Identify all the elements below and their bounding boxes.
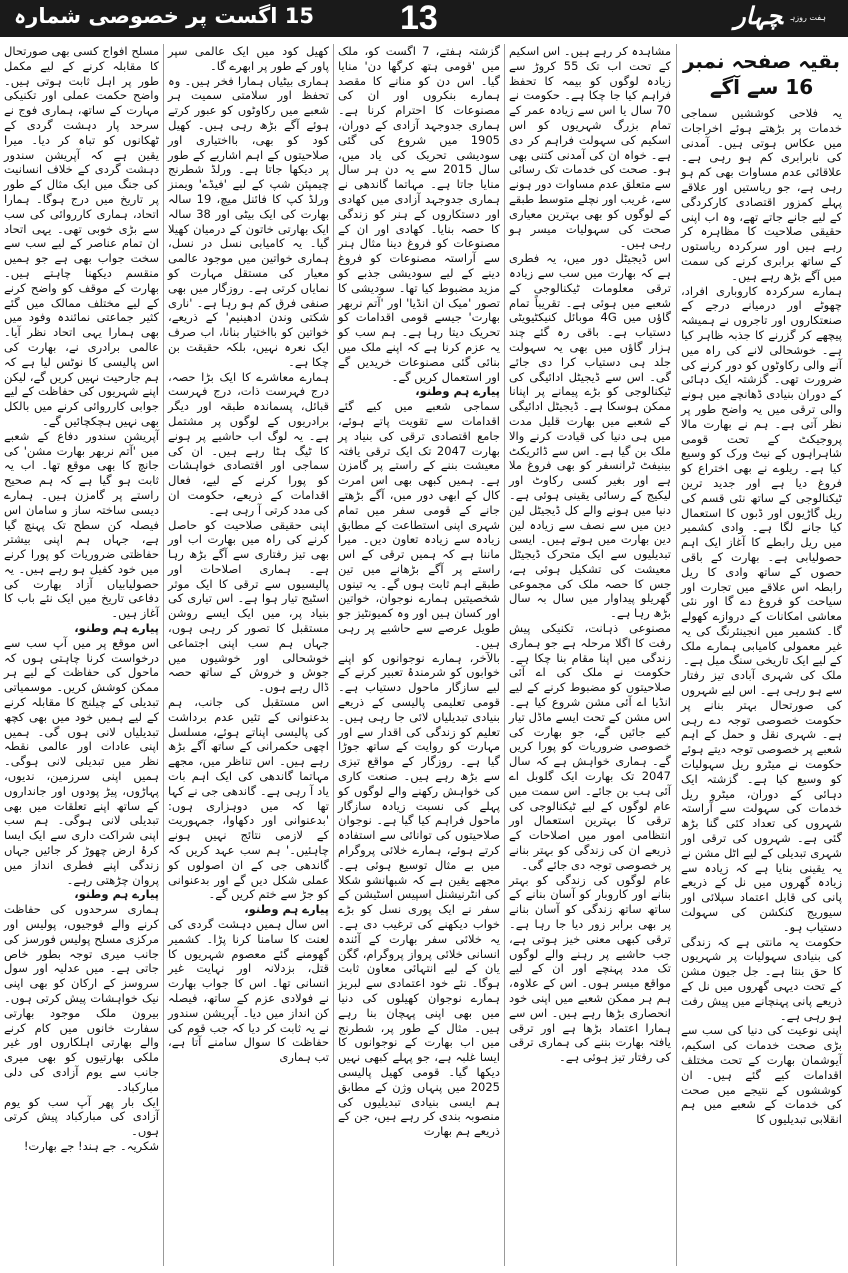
column-divider xyxy=(676,44,677,1266)
newspaper-logo xyxy=(734,2,826,30)
paragraph: ہماری سرحدوں کی حفاظت کرنے والے فوجیوں، پولیس اور مرکزی مسلح پولیس فورسز کی جانب میری توجہ بطور خاص جاتی ہے۔ میں عدلیہ اور سول سروسز کے ارکان کو بھی اپنی نیک خواہشات پیش کرتی ہوں۔ بیرون ملک موجود بھارتی سفارت خانوں میں کام کرنے والے بھارتی اہلکاروں اور غیر ملکی بھارتیوں کو بھی میری جانب سے یوم آزادی کی دلی مبارکباد۔ xyxy=(4,902,159,1094)
paragraph: ملک کی شہری آبادی تیز رفتار سے ہو رہی ہے۔ اس لیے شہروں کی صورتحال بہتر بنانے پر حکومت خصوصی توجہ دے رہی ہے۔ شہری نقل و حمل کے اہم شعبے پر خصوصی توجہ دیتے ہوئے حکومت نے میٹرو ریل سہولیات کو وسیع کیا ہے۔ گزشتہ ایک دہائی کے دوران، میٹرو ریل خدمات کی سہولت سے آراستہ شہروں کی تعداد کئی گنا بڑھ گئی ہے۔ شہروں کی ترقی اور شہری تبدیلی کے لیے اٹل مشن نے یہ یقینی بنایا ہے کہ زیادہ سے زیادہ گھروں میں نل کے ذریعے پانی کی قابل اعتماد سپلائی اور سیوریج کنکشن کی سہولت دستیاب ہو۔ xyxy=(681,668,842,934)
paragraph: اپنی حقیقی صلاحیت کو حاصل کرنے کی راہ میں بھارت اب اور بھی تیز رفتاری سے آگے بڑھ رہا ہے۔ ہماری اصلاحات اور پالیسیوں سے ترقی کا ایک موثر اسٹیج تیار ہوا ہے۔ اس تیاری کی بنیاد پر، میں ایک ایسے روشن مستقبل کا تصور کر رہی ہوں، جہاں ہم سب اپنی اجتماعی خوشحالی اور خوشیوں میں جوش و خروش کے ساتھ حصہ ڈال رہے ہوں۔ xyxy=(168,517,329,695)
article-column-3 xyxy=(338,44,500,1139)
paragraph: مسلح افواج کسی بھی صورتحال کا مقابلہ کرنے کے لیے مکمل طور پر اہل ثابت ہوتی ہیں۔ واضح حکمت عملی اور تکنیکی مہارت کے ساتھ، ہماری فوج نے سرحد پار دہشت گردی کے ٹھکانوں کو تباہ کر دیا۔ میرا یقین ہے کہ آپریشن سندور دہشت گردی کے خلاف انسانیت کی جنگ میں ایک مثال کے طور پر تاریخ میں درج ہوگا۔ ہمارا اتحاد، ہماری کارروائی کی سب سے بڑی خوبی تھی۔ یہی اتحاد ان تمام عناصر کے لیے سب سے سخت جواب بھی ہے جو ہمیں منقسم دیکھنا چاہتے ہیں۔ بھارت کے موقف کو واضح کرنے کے لیے مختلف ممالک میں گئے کثیر جماعتی نمائندہ وفود میں بھی ہمارا یہی اتحاد نظر آیا۔ عالمی برادری نے، بھارت کی اس پالیسی کا نوٹس لیا ہے کہ ہم جارحیت نہیں کریں گے، لیکن اپنے شہریوں کی حفاظت کے لیے جوابی کارروائی کرنے میں بالکل بھی نہیں ہچکچائیں گے۔ xyxy=(4,44,159,428)
salutation: پیارے ہم وطنو، xyxy=(74,621,159,636)
column-divider xyxy=(504,44,505,1266)
paragraph: آپریشن سندور دفاع کے شعبے میں 'آتم نربھر بھارت مشن' کی جانچ کا بھی موقع تھا۔ اب یہ ثابت ہو گیا ہے کہ ہم صحیح راستے پر گامزن ہیں۔ ہمارے دیسی ساختہ ساز و سامان اس فیصلہ کن سطح تک پہنچ گیا ہے، جہاں ہم اپنی بیشتر حفاظتی ضروریات کو پورا کرنے میں خود کفیل ہو رہے ہیں۔ یہ حصولیابیاں آزاد بھارت کی دفاعی تاریخ میں ایک نئے باب کا آغاز ہیں۔ xyxy=(4,428,159,621)
paragraph: عام لوگوں کی زندگی کو بہتر بنانے اور کاروبار کو آسان بنانے کے ساتھ ساتھ زندگی کو آسان بنانے پر بھی برابر زور دیا جا رہا ہے۔ ترقی کبھی معنی خیز ہوتی ہے، جب حاشیے پر رہنے والے لوگوں تک مدد پہنچے اور ان کے لیے مواقع میسر ہوں۔ اس کے علاوہ، ہم ہر ممکن شعبے میں اپنی خود انحصاری بڑھا رہے ہیں۔ اس سے ہمارا اعتماد بڑھا ہے اور ترقی یافتہ بھارت بننے کی ہماری ترقی کی رفتار تیز ہوئی ہے۔ xyxy=(509,872,671,1065)
paragraph: اپنی نوعیت کی دنیا کی سب سے بڑی صحت خدمات کی اسکیم، آیوشمان بھارت کے تحت مختلف اقدامات کیے گئے ہیں۔ ان کوششوں کے نتیجے میں صحت کی خدمات کے شعبے میں ہم انقلابی تبدیلیوں کا xyxy=(681,1023,842,1127)
paragraph: اس مستقبل کی جانب، ہم بدعنوانی کے تئیں عدم برداشت کی پالیسی اپناتے ہوئے، مسلسل اچھی حکمرانی کے ساتھ آگے بڑھ رہے ہیں۔ اس تناظر میں، مجھے مہاتما گاندھی کی ایک اہم بات یاد آ رہی ہے۔ گاندھی جی نے کہا تھا کہ میں دوہزاری ہوں: 'بدعنوانی اور دکھاوا، جمہوریت کے لازمی نتائج نہیں ہونے چاہئیں۔' ہم سب عہد کریں کہ گاندھی جی کے ان اصولوں کو عملی شکل دیں گے اور بدعنوانی کو جڑ سے ختم کریں گے۔ xyxy=(168,695,329,902)
paragraph: ہمارے سرکردہ کاروباری افراد، چھوٹے اور درمیانے درجے کے صنعتکاروں اور تاجروں نے ہمیشہ پیچھے کر گزرنے کا جذبہ ظاہر کیا ہے۔ خوشحالی لانے کی راہ میں آنے والی رکاوٹوں کو دور کرنے کی ضرورت تھی۔ گزشتہ ایک دہائی کے دوران بنیادی ڈھانچے میں ہونے والی ترقی میں یہ واضح طور پر نظر آتی ہے۔ ہم نے بھارت مالا پروجیکٹ کے تحت قومی شاہراہوں کے نیٹ ورک کو وسیع کیا ہے۔ ریلوے نے بھی اختراع کو فروغ دیا ہے اور جدید ترین ٹیکنالوجی کے ساتھ نئی قسم کی ریل گاڑیوں اور ڈبوں کا استعمال کیا جانے لگا ہے۔ وادی کشمیر میں ریل رابطے کا آغاز ایک اہم حصولیابی ہے۔ بھارت کے باقی حصوں کے ساتھ وادی کا ریل رابطہ اس علاقے میں تجارت اور سیاحت کو فروغ دے گا اور نئی معاشی امکانات کے دروازے کھولے گا۔ کشمیر میں انجینئرنگ کی یہ غیر معمولی کامیابی ہمارے ملک کے لیے ایک تاریخی سنگ میل ہے۔ xyxy=(681,283,842,668)
edition-title: 15 اگست پر خصوصی شمارہ xyxy=(14,4,314,28)
page-number: 13 xyxy=(400,0,438,37)
paragraph: مصنوعی ذہانت، تکنیکی پیش رفت کا اگلا مرحلہ ہے جو ہماری زندگی میں اپنا مقام بنا چکا ہے۔ حکومت نے ملک کی اے آئی صلاحیتوں کو مضبوط کرنے کے لیے انڈیا اے آئی مشن شروع کیا ہے۔ اس مشن کے تحت ایسے ماڈل تیار کیے جائیں گے، جو بھارت کی خصوصی ضروریات کو پورا کریں گے۔ ہماری خواہش ہے کہ سال 2047 تک بھارت ایک گلوبل اے آئی ہب بن جائے۔ اس سمت میں عام لوگوں کے لیے ٹیکنالوجی کی ترقی کا بہترین استعمال اور انتظامی امور میں اصلاحات کے ذریعے ان کی زندگی کو بہتر بنانے پر خصوصی توجہ دی جائے گی۔ xyxy=(509,621,671,872)
masthead xyxy=(0,0,848,37)
paragraph: حکومت یہ مانتی ہے کہ زندگی کی بنیادی سہولیات پر شہریوں کا حق بنتا ہے۔ جل جیون مشن کے تحت دیہی گھروں میں نل کے ذریعے پانی پہنچانے میں پیش رفت ہو رہی ہے۔ xyxy=(681,934,842,1023)
paragraph: ہماری بیٹیاں ہمارا فخر ہیں۔ وہ تحفظ اور سلامتی سمیت ہر شعبے میں رکاوٹوں کو عبور کرتے ہوئے آگے بڑھ رہی ہیں۔ کھیل کود کو بھی، بااختیاری اور صلاحیتوں کے اہم اشاریے کے طور پر دیکھا جاتا ہے۔ ورلڈ شطرنج چیمپئن شپ کے لیے 'فیڈے' ویمنز ورلڈ کپ کا فائنل میچ، 19 سالہ بھارت کی ایک بیٹی اور 38 سالہ ایک بھارتی خاتون کے درمیان کھیلا گیا۔ یہ کامیابی نسل در نسل، ہماری خواتین میں موجود عالمی معیار کی مستقل مہارت کو نمایاں کرتی ہے۔ روزگار میں بھی صنفی فرق کم ہو رہا ہے۔ 'ناری شکتی وندن ادھینیم' کے ذریعے، خواتین کو بااختیار بنانا، اب صرف ایک نعرہ نہیں، بلکہ حقیقت بن چکا ہے۔ xyxy=(168,73,329,369)
paragraph: یہ فلاحی کوششیں سماجی خدمات پر بڑھتے ہوئے اخراجات میں عکاس ہوتی ہیں۔ آمدنی کی نابرابری کم ہو رہی ہے۔ علاقائی عدم مساوات بھی کم ہو رہی ہے، جو ریاستیں اور علاقے پہلے کمزور اقتصادی کارکردگی کے لیے جانے جاتے تھے، وہ اب اپنی حقیقی صلاحیت کا مظاہرہ کر رہے ہیں اور سرکردہ ریاستوں کے ساتھ برابری کرنے کی سمت میں آگے بڑھ رہے ہیں۔ xyxy=(681,106,842,283)
column-divider xyxy=(333,44,334,1266)
logo-text: چہار xyxy=(734,2,783,30)
paragraph: کھیل کود میں ایک عالمی سپر پاور کے طور پر ابھرے گا۔ xyxy=(168,44,329,73)
article-column-4 xyxy=(168,44,329,1065)
salutation: پیارے ہم وطنو، xyxy=(74,887,159,902)
continued-heading: بقیہ صفحہ نمبر 16 سے آگے xyxy=(682,49,841,99)
paragraph: اس سال ہمیں دہشت گردی کی لعنت کا سامنا کرنا پڑا۔ کشمیر گھومنے گئے معصوم شہریوں کا قتل، بزدلانہ اور نہایت غیر انسانی تھا۔ اس کا جواب بھارت نے فولادی عزم کے ساتھ، فیصلہ کن انداز میں دیا۔ آپریشن سندور نے یہ ثابت کر دیا کہ جب قوم کی حفاظت کا سوال سامنے آتا ہے، تب ہماری xyxy=(168,917,329,1065)
article-column-2 xyxy=(509,44,671,1065)
paragraph: اس ڈیجیٹل دور میں، یہ فطری ہے کہ بھارت میں سب سے زیادہ ترقی معلومات ٹیکنالوجی کے شعبے میں ہوئی ہے۔ تقریباً تمام گاؤں میں 4G موبائل کنیکٹیویٹی دستیاب ہے۔ باقی رہ گئے چند ہزار گاؤں میں بھی یہ سہولت جلد ہی دستیاب کرا دی جائے گی۔ اس سے ڈیجیٹل ادائیگی کی ٹیکنالوجی کو بڑے پیمانے پر اپنانا ممکن ہوسکا ہے۔ ڈیجیٹل ادائیگی کے شعبے میں بھارت قلیل مدت میں ہی دنیا کی قیادت کرنے والا ملک بن گیا ہے۔ اس سے ڈائریکٹ بینیفٹ ٹرانسفر کو بھی فروغ ملا ہے اور بغیر کسی رکاوٹ اور لیکیج کے رسائی یقینی ہوئی ہے۔ دنیا میں ہونے والے کل ڈیجیٹل لین دین میں سے نصف سے زیادہ لین دین بھارت میں ہوتے ہیں۔ ایسی تبدیلیوں سے ایک متحرک ڈیجیٹل معیشت کی تشکیل ہوئی ہے، جس کا حصہ ملک کی مجموعی گھریلو پیداوار میں سال بہ سال بڑھ رہا ہے۔ xyxy=(509,251,671,621)
article-column-5 xyxy=(4,44,159,1154)
paragraph: گزشتہ ہفتے، 7 اگست کو، ملک میں 'قومی ہتھ کرگھا دن' منایا گیا۔ اس دن کو منانے کا مقصد ہمارے بنکروں اور ان کی مصنوعات کا احترام کرنا ہے۔ ہماری جدوجہد آزادی کے دوران، 1905 میں شروع کی گئی سودیشی تحریک کی یاد میں، سال 2015 سے یہ دن ہر سال منایا جاتا ہے۔ مہاتما گاندھی نے ہماری جدوجہد آزادی میں کھادی اور دستکاروں کے ہنر کو زندگی کا حصہ بنایا۔ کھادی اور ان کے مصنوعات کو فروغ دینا مثال ہنر سے آراستہ مصنوعات کو فروغ دینے کے لیے سودیشی جذبے کو مزید مضبوط کیا تھا۔ سودیشی کا تصور 'میک ان انڈیا' اور 'آتم نربھر بھارت' جیسے قومی اقدامات کو تحریک دیتا رہا ہے۔ ہم سب کو یہ عزم کرنا ہے کہ اپنے ملک میں بنائی گئی مصنوعات خریدیں گے اور استعمال کریں گے۔ xyxy=(338,44,501,384)
salutation: پیارے ہم وطنو، xyxy=(415,384,500,399)
salutation: پیارے ہم وطنو، xyxy=(244,902,329,917)
article-column-1 xyxy=(681,44,842,1127)
paragraph: اس موقع پر میں آپ سب سے درخواست کرنا چاہتی ہوں کہ ماحول کی حفاظت کے لیے ہر ممکن کوشش کریں۔ موسمیاتی تبدیلی کے چیلنج کا مقابلہ کرنے کے لیے ہمیں خود میں بھی کچھ تبدیلیاں لانی ہوں گی۔ ہمیں اپنی عادات اور عالمی نقطہ نظر میں تبدیلی لانی ہوگی۔ ہمیں اپنی سرزمین، ندیوں، پہاڑوں، پیڑ پودوں اور جانداروں کے ساتھ اپنے تعلقات میں بھی تبدیلی لانی ہوگی۔ ہم سب اپنی شراکت داری سے ایک ایسا کرۂ ارض چھوڑ کر جائیں جہاں زندگی اپنے فطری انداز میں پروان چڑھتی رہے۔ xyxy=(4,635,159,887)
paragraph: ہمارے معاشرے کا ایک بڑا حصہ، درج فہرست ذات، درج فہرست قبائل، پسماندہ طبقہ اور دیگر برادریوں کے لوگوں پر مشتمل ہے۔ یہ لوگ اب حاشیے پر ہونے کا ٹیگ ہٹا رہے ہیں۔ ان کی سماجی اور اقتصادی خواہشات کو پورا کرنے کے لیے، فعال اقدامات کے ذریعے، حکومت ان کی مدد کرتی آ رہی ہے۔ xyxy=(168,369,329,517)
paragraph: ایک بار پھر آپ سب کو یوم آزادی کی مبارکباد پیش کرتی ہوں۔ xyxy=(4,1094,159,1139)
column-divider xyxy=(163,44,164,1266)
logo-tagline: ہفت روزہ xyxy=(790,12,826,22)
paragraph: بالآخر، ہمارے نوجوانوں کو اپنے خوابوں کو شرمندۂ تعبیر کرنے کے لیے سازگار ماحول دستیاب ہے۔ قومی تعلیمی پالیسی کے ذریعے بنیادی تبدیلیاں لائی جا رہی ہیں۔ تعلیم کو زندگی کی اقدار سے اور مہارت کو روایت کے ساتھ جوڑا گیا ہے۔ روزگار کے مواقع تیزی سے بڑھ رہے ہیں۔ صنعت کاری کی خواہش رکھنے والے لوگوں کو پہلے کی نسبت زیادہ سازگار ماحول فراہم کیا گیا ہے۔ نوجوان صلاحیتوں کی توانائی سے استفادہ کرتے ہوئے، ہمارے خلائی پروگرام میں بے مثال توسیع ہوئی ہے۔ مجھے یقین ہے کہ شبھانشو شکلا کی انٹرنیشنل اسپیس اسٹیشن کے سفر نے ایک پوری نسل کو بڑے خواب دیکھنے کی ترغیب دی ہے۔ یہ خلائی سفر بھارت کے آئندہ انسانی خلائی پرواز پروگرام، گگن یان کے لیے انتہائی معاون ثابت ہوگا۔ نئے خود اعتمادی سے لبریز ہمارے نوجوان کھیلوں کی دنیا میں بھی اپنی پہچان بنا رہے ہیں۔ مثال کے طور پر، شطرنج میں اب بھارت کے نوجوانوں کا ایسا غلبہ ہے، جو پہلے کبھی نہیں دیکھا گیا۔ قومی کھیل پالیسی 2025 میں پنہاں وژن کے مطابق ہم ایسی بنیادی تبدیلیوں کی منصوبہ بندی کر رہے ہیں، جن کے ذریعے ہم بھارت xyxy=(338,650,500,1139)
paragraph: مشاہدہ کر رہے ہیں۔ اس اسکیم کے تحت اب تک 55 کروڑ سے زیادہ لوگوں کو بیمہ کا تحفظ فراہم کیا جا چکا ہے۔ حکومت نے 70 سال یا اس سے زیادہ عمر کے تمام بزرگ شہریوں کو اس اسکیم کی سہولت فراہم کر دی ہے۔ خواہ ان کی آمدنی کتنی بھی ہو۔ صحت کی خدمات تک رسائی سے متعلق عدم مساوات دور ہونے سے، غریب اور نچلے متوسط طبقے کے لوگوں کو بھی بہترین معیاری صحت کی سہولیات میسر ہو رہی ہیں۔ xyxy=(509,44,671,251)
paragraph: سماجی شعبے میں کیے گئے اقدامات سے تقویت پاتے ہوئے، جامع اقتصادی ترقی کی بنیاد پر بھارت 2047 تک ایک ترقی یافتہ معیشت بننے کے راستے پر گامزن ہے۔ ہمیں کبھی بھی اس امرت کال کے ابھی دور میں، آگے بڑھتے جانے کے قومی سفر میں تمام شہری اپنی استطاعت کے مطابق زیادہ سے زیادہ تعاون دیں۔ میرا ماننا ہے کہ ہمیں ترقی کے اس راستے پر آگے بڑھانے میں تین طبقے اہم ثابت ہوں گے۔ یہ تینوں شخصیتیں ہمارے نوجوان، خواتین اور کسان ہیں اور وہ کمیونٹیز جو طویل عرصے سے حاشیے پر رہی ہیں۔ xyxy=(338,399,500,650)
closing: شکریہ۔ جے ہند! جے بھارت! xyxy=(23,1138,159,1153)
